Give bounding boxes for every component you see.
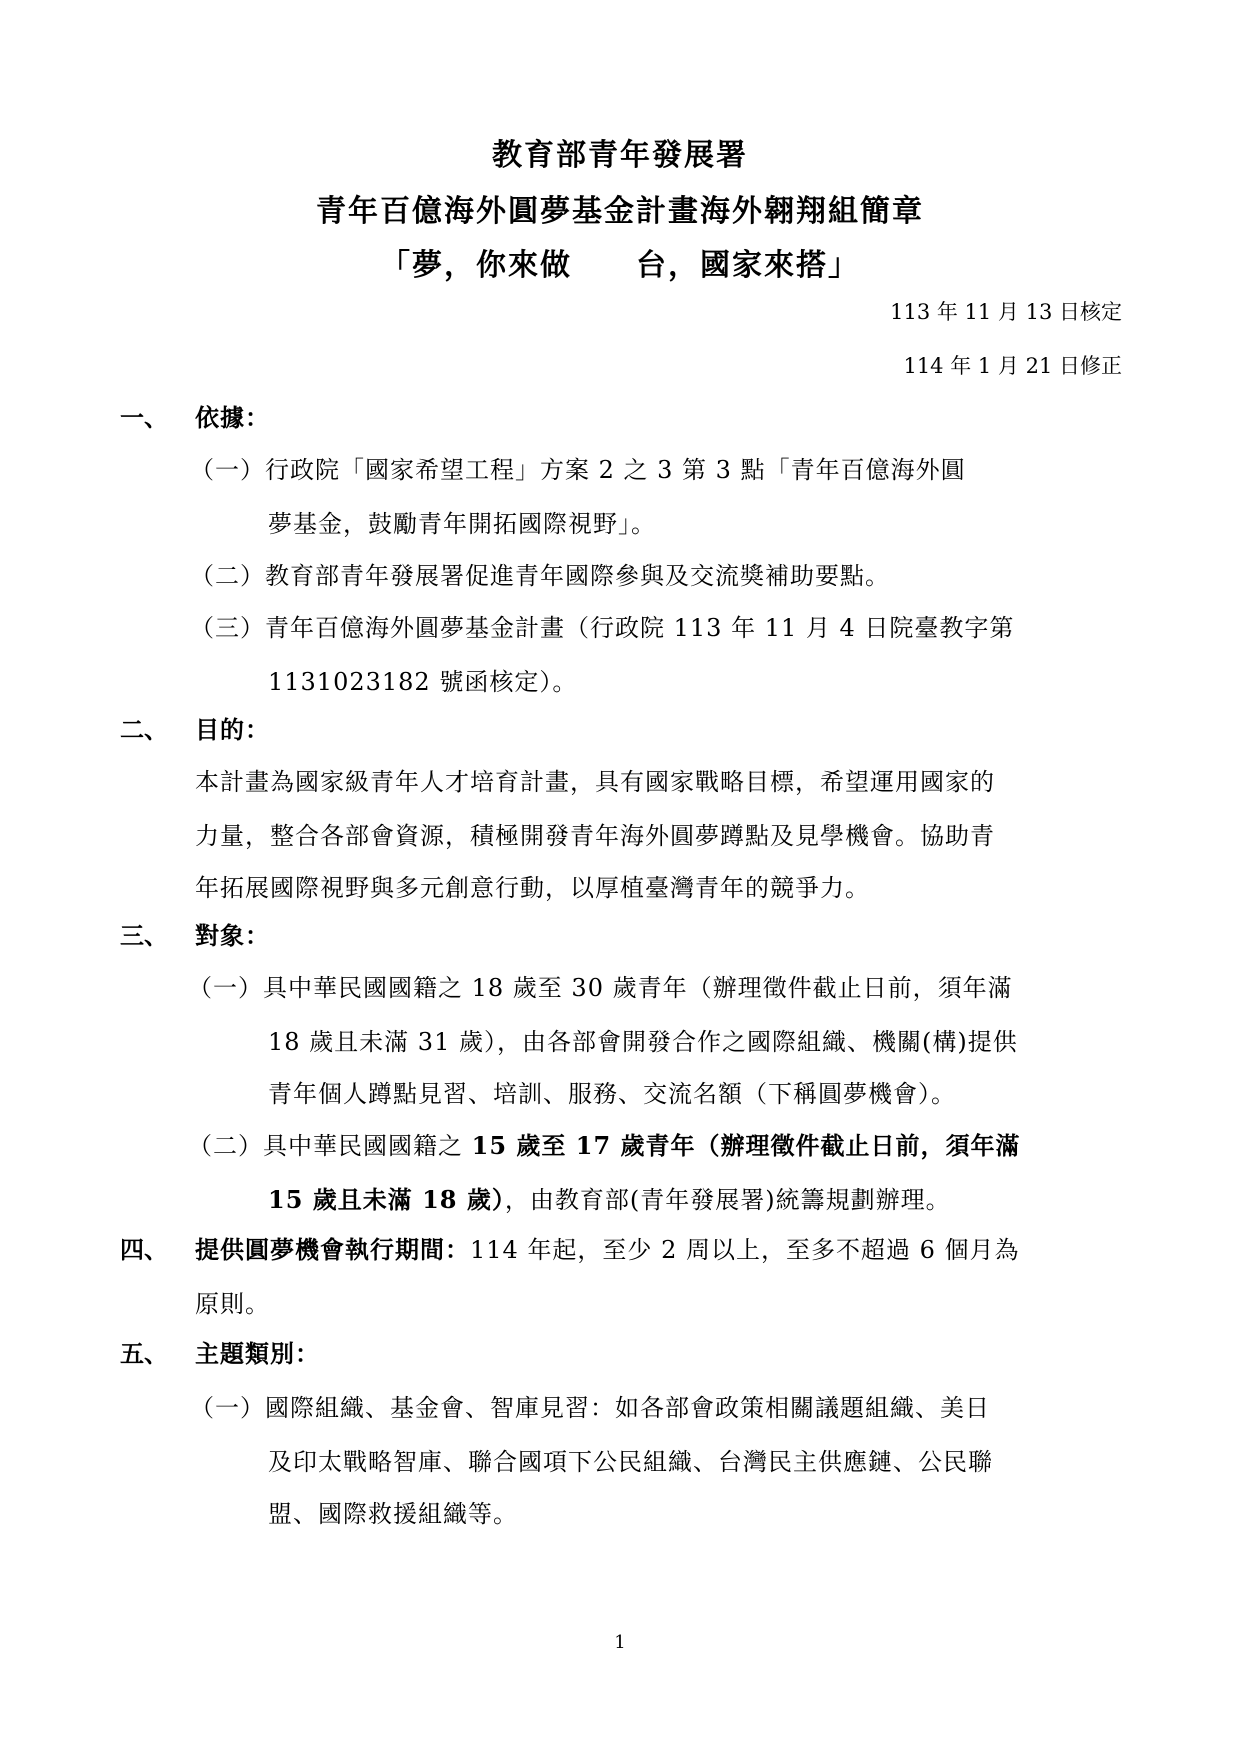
section-title: 提供圓夢機會執行期間： <box>195 1235 470 1264</box>
list-item <box>188 1126 1021 1161</box>
list-item-continuation: 盟、國際救援組織等。 <box>268 1500 518 1528</box>
paragraph-line: 年拓展國際視野與多元創意行動，以厚植臺灣青年的競爭力。 <box>195 874 870 902</box>
list-item: （一）行政院「國家希望工程」方案 2 之 3 第 3 點「青年百億海外圓 <box>190 456 966 484</box>
section-title: 依據： <box>195 403 270 432</box>
paragraph-line: 原則。 <box>195 1290 270 1318</box>
section-number: 一、 <box>120 403 168 432</box>
list-item: （三）青年百億海外圓夢基金計畫（行政院 113 年 11 月 4 日院臺教字第 <box>190 614 1015 642</box>
list-item-continuation: 夢基金，鼓勵青年開拓國際視野」。 <box>268 510 656 538</box>
section-paragraph <box>195 1230 1020 1265</box>
list-item-continuation: 1131023182 號函核定）。 <box>268 668 578 696</box>
program-slogan: 「夢，你來做 台，國家來搭」 <box>380 248 860 283</box>
section-number: 五、 <box>120 1339 168 1368</box>
paragraph-line: 本計畫為國家級青年人才培育計畫，具有國家戰略目標，希望運用國家的 <box>195 768 995 796</box>
approved-date: 113 年 11 月 13 日核定 <box>890 300 1122 324</box>
list-item-continuation <box>268 1180 951 1215</box>
list-item-continuation: 及印太戰略智庫、聯合國項下公民組織、台灣民主供應鏈、公民聯 <box>268 1448 993 1476</box>
section-text: 114 年起，至少 2 周以上，至多不超過 6 個月為 <box>470 1236 1020 1264</box>
list-item: （二）教育部青年發展署促進青年國際參與及交流獎補助要點。 <box>190 562 890 590</box>
page-number: 1 <box>614 1632 626 1653</box>
section-title: 對象： <box>195 921 270 950</box>
emphasized-text: 15 歲至 17 歲青年（辦理徵件截止日前，須年滿 <box>471 1131 1021 1160</box>
program-title: 青年百億海外圓夢基金計畫海外翱翔組簡章 <box>316 194 924 229</box>
section-number: 二、 <box>120 715 168 744</box>
emphasized-text: 15 歲且未滿 18 歲） <box>268 1185 505 1214</box>
list-item-continuation: 18 歲且未滿 31 歲），由各部會開發合作之國際組織、機關(構)提供 <box>268 1028 1018 1056</box>
list-item-text: ，由教育部(青年發展署)統籌規劃辦理。 <box>504 1186 951 1214</box>
list-item-text: （二）具中華民國國籍之 <box>188 1132 472 1160</box>
list-item: （一）國際組織、基金會、智庫見習：如各部會政策相關議題組織、美日 <box>190 1394 990 1422</box>
section-number: 四、 <box>120 1235 168 1264</box>
agency-title: 教育部青年發展署 <box>492 138 748 173</box>
section-title: 主題類別： <box>195 1339 320 1368</box>
section-title: 目的： <box>195 715 270 744</box>
list-item-continuation: 青年個人蹲點見習、培訓、服務、交流名額（下稱圓夢機會）。 <box>268 1080 956 1108</box>
revised-date: 114 年 1 月 21 日修正 <box>903 354 1122 378</box>
section-number: 三、 <box>120 921 168 950</box>
list-item: （一）具中華民國國籍之 18 歲至 30 歲青年（辦理徵件截止日前，須年滿 <box>188 974 1013 1002</box>
paragraph-line: 力量，整合各部會資源，積極開發青年海外圓夢蹲點及見學機會。協助青 <box>195 822 995 850</box>
